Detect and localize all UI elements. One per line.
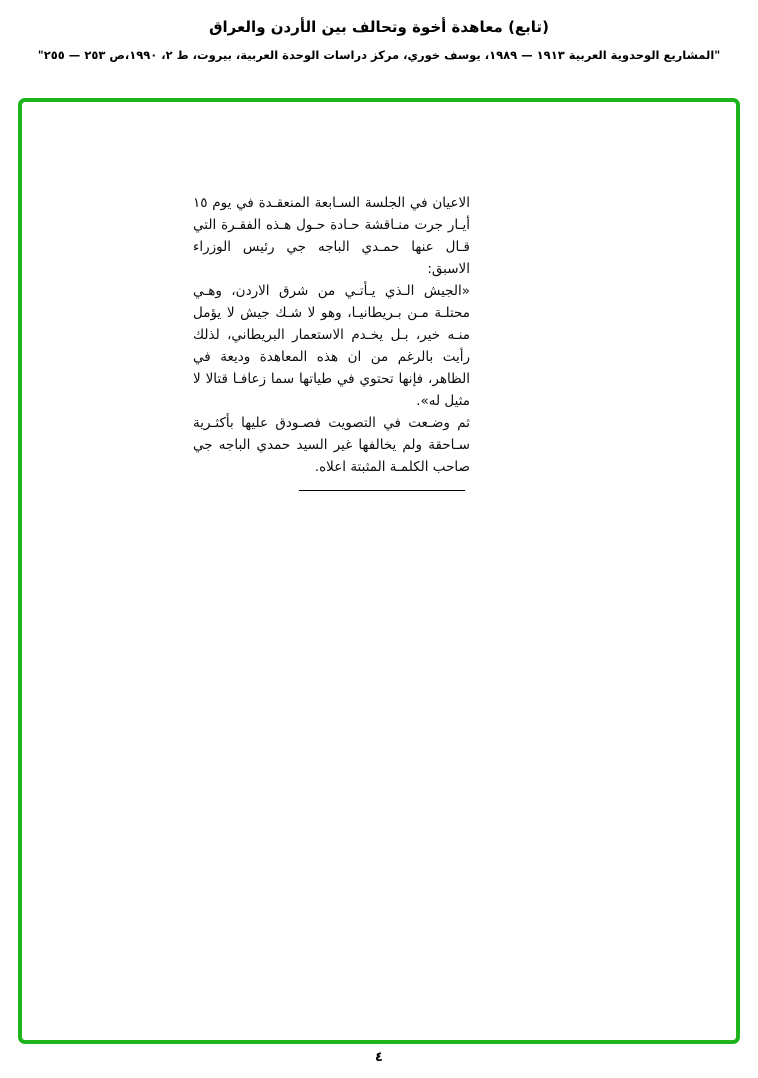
paragraph-quote: «الجيش الـذي يـأتـي من شرق الاردن، وهـي محتلـة مـن بـريطانيـا، وهو لا شـك جيش لا يؤمل منـه خير، بـل يخـدم الاستعمار البريطاني، لذلك رأيت بالرغم من ان هذه المعاهدة وديعة في الظاهر، فإنها تحتوي في طياتها سما زعافـا قتالا لا مثيل له». [193, 283, 470, 409]
paragraph-session-intro: الاعيان في الجلسة السـابعة المنعقـدة في يوم ١٥ أيـار جرت منـاقشة حـادة حـول هـذه الفقـرة التي قـال عنها حمـدي الباجه جي رئيس الوزراء الاسبق: [193, 195, 470, 277]
section-divider [299, 490, 465, 491]
body-text [193, 192, 470, 478]
page-footer [0, 1050, 758, 1065]
source-citation: "المشاريع الوحدوية العربية ١٩١٣ — ١٩٨٩، يوسف خوري، مركز دراسات الوحدة العربية، بيروت، ط ٢، ١٩٩٠،ص ٢٥٣ — ٢٥٥" [37, 48, 721, 62]
document-title: (تابع) معاهدة أخوة وتحالف بين الأردن والعراق [209, 18, 549, 36]
page-number: ٤ [375, 1050, 383, 1065]
paragraph-vote-result: ثم وضـعت في التصويت فصـودق عليها بأكثـرية سـاحقة ولم يخالفها غير السيد حمدي الباجه جي صاحب الكلمـة المثبتة اعلاه. [193, 415, 470, 475]
page-header [0, 18, 758, 62]
